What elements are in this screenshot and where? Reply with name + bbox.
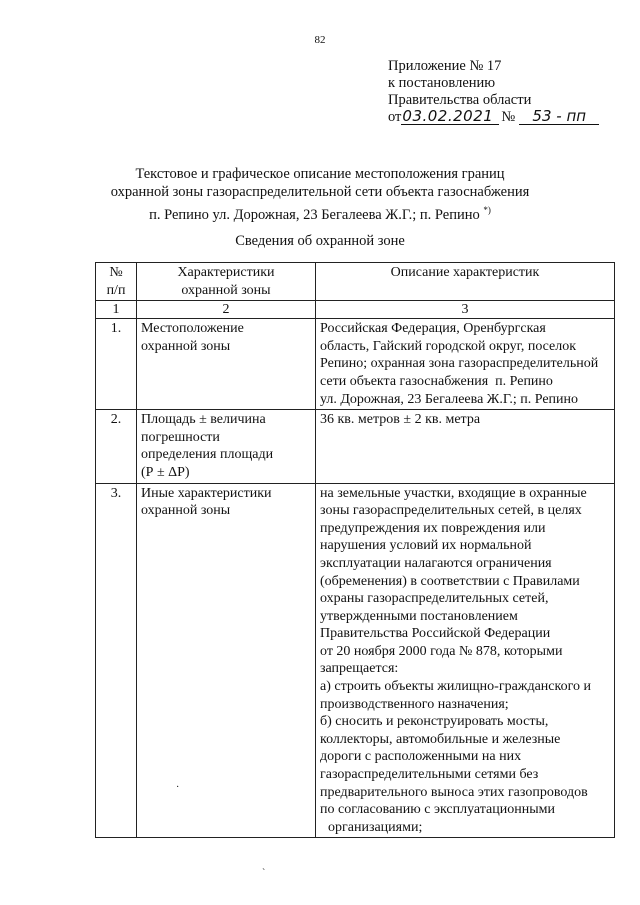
scan-speck: · <box>176 782 180 793</box>
row-3-char-line: охранной зоны <box>141 503 231 519</box>
row-3-desc-line: зоны газораспределительных сетей, в целях <box>320 503 582 519</box>
row-2-char-line: погрешности <box>141 429 220 445</box>
header-char-line-1: Характеристики <box>177 265 275 280</box>
row-3-desc-line: предварительного выноса этих газопроводов <box>320 784 588 800</box>
column-number-2: 2 <box>137 301 316 319</box>
row-3-desc-line: охраны газораспределительных сетей, <box>320 591 549 607</box>
header-num-line-2: п/п <box>106 282 126 298</box>
row-3-desc-line: дороги с расположенными на них <box>320 749 522 765</box>
row-3-desc-line: производственного назначения; <box>320 696 509 712</box>
title-line-3 <box>0 201 640 224</box>
row-1-char-line: Местоположение <box>141 321 244 337</box>
row-3-desc-line: Правительства Российской Федерации <box>320 626 551 642</box>
annex-line-2: к постановлению <box>388 75 496 91</box>
page-number: 82 <box>314 34 326 46</box>
row-1-desc-line: область, Гайский городской округ, поселок <box>320 338 577 354</box>
column-number-3: 3 <box>316 301 615 319</box>
table-row <box>96 410 615 483</box>
table-header-row <box>96 263 615 301</box>
column-number-row <box>96 301 615 319</box>
title-line-3-text: п. Репино ул. Дорожная, 23 Бегалеева Ж.Г.; п. Репино <box>149 206 480 223</box>
row-2-char-line: определения площади <box>141 447 274 463</box>
row-3-desc-line: по согласованию с эксплуатационными <box>320 802 555 818</box>
title-line-2: охранной зоны газораспределительной сети объекта газоснабжения <box>110 184 530 200</box>
title-line-1: Текстовое и графическое описание местоположения границ <box>135 166 505 182</box>
row-3-desc-line: коллекторы, автомобильные и железные <box>320 731 561 747</box>
table-row <box>96 483 615 838</box>
row-3-desc-line: от 20 ноября 2000 года № 878, которыми <box>320 643 563 659</box>
row-3-desc-line: организациями; <box>328 819 423 835</box>
annex-line-1: Приложение № 17 <box>388 58 502 74</box>
row-2-char <box>137 410 316 483</box>
section-subtitle: Сведения об охранной зоне <box>235 233 405 249</box>
row-3-desc-line: (обременения) в соответствии с Правилами <box>320 573 580 589</box>
row-1-desc-line: сети объекта газоснабжения п. Репино <box>320 373 553 389</box>
annex-header <box>388 58 599 126</box>
row-3-char <box>137 483 316 838</box>
header-num-line-1: № <box>109 265 123 280</box>
row-1-num: 1. <box>96 319 137 410</box>
row-2-char-line: (Р ± ΔР) <box>141 464 190 480</box>
row-3-desc-line: а) строить объекты жилищно-гражданского и <box>320 679 591 695</box>
header-num <box>96 263 137 301</box>
header-char-line-2: охранной зоны <box>181 282 271 298</box>
row-3-char-line: Иные характеристики <box>141 485 272 501</box>
handwritten-number: 53 - пп <box>519 109 599 125</box>
row-1-desc <box>316 319 615 410</box>
row-1-desc-line: Репино; охранная зона газораспределительной <box>320 356 599 372</box>
footnote-mark: *) <box>483 205 491 215</box>
row-3-desc-line: запрещается: <box>320 661 399 677</box>
row-1-desc-line: Российская Федерация, Оренбургская <box>320 321 546 337</box>
row-1-char-line: охранной зоны <box>141 338 231 354</box>
row-2-desc <box>316 410 615 483</box>
number-prefix: № <box>501 109 516 125</box>
row-3-desc <box>316 483 615 838</box>
row-3-num: 3. <box>96 483 137 838</box>
row-2-char-line: Площадь ± величина <box>141 412 266 428</box>
row-3-desc-line: предупреждения их повреждения или <box>320 520 546 536</box>
row-1-char <box>137 319 316 410</box>
row-3-desc-line: на земельные участки, входящие в охранные <box>320 485 587 501</box>
table-row <box>96 319 615 410</box>
row-3-desc-line: утвержденными постановлением <box>320 608 518 624</box>
handwritten-date: 03.02.2021 <box>401 109 499 125</box>
header-description: Описание характеристик <box>316 263 615 301</box>
row-3-desc-line: эксплуатации налагаются ограничения <box>320 555 552 571</box>
row-3-desc-line: газораспределительными сетями без <box>320 767 539 783</box>
scan-mark: ˋ <box>262 868 266 879</box>
row-2-desc-line: 36 кв. метров ± 2 кв. метра <box>320 412 481 428</box>
row-3-desc-line: б) сносить и реконструировать мосты, <box>320 714 549 730</box>
annex-date-line <box>388 109 599 126</box>
row-3-desc-line: нарушения условий их нормальной <box>320 538 532 554</box>
document-title <box>0 165 640 224</box>
column-number-1: 1 <box>96 301 137 319</box>
row-1-desc-line: ул. Дорожная, 23 Бегалеева Ж.Г.; п. Репино <box>320 391 579 407</box>
annex-line-3: Правительства области <box>388 92 532 108</box>
header-characteristics <box>137 263 316 301</box>
row-2-num: 2. <box>96 410 137 483</box>
date-prefix: от <box>388 109 402 125</box>
zone-info-table <box>95 262 615 838</box>
